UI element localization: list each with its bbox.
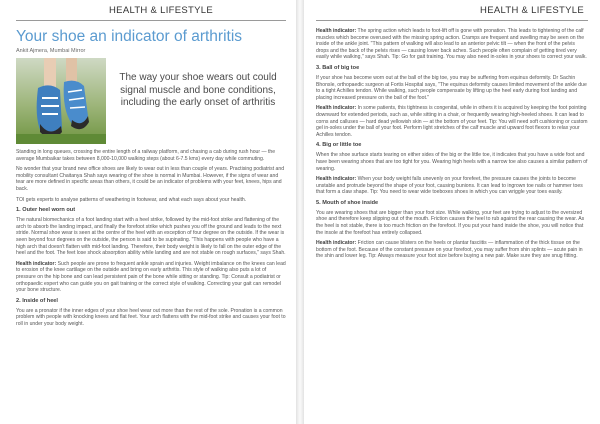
- subhead-mouth-of-shoe: 5. Mouth of shoe inside: [316, 199, 379, 206]
- pull-quote: The way your shoe wears out could signal muscle and bone conditions, including the early onset of arthritis: [119, 72, 277, 108]
- right-page: [304, 0, 600, 424]
- health-indicator-paragraph: [316, 28, 588, 61]
- health-indicator-label: Health indicator:: [316, 105, 357, 112]
- article-headline: Your shoe an indicator of arthritis: [16, 28, 243, 45]
- health-indicator-paragraph: [316, 176, 588, 196]
- health-indicator-label: Health indicator:: [316, 240, 357, 247]
- subhead-ball-of-big-toe: 3. Ball of big toe: [316, 64, 360, 71]
- body-paragraph: When the shoe surface starts tearing on either sides of the big or the little toe, it indicates that you have a wide foot and have been wearing shoes that are too tight for you. Wearing high heels with a narrow toe also causes a similar pattern of wearing.: [316, 152, 588, 172]
- health-indicator-paragraph: [316, 240, 588, 260]
- health-indicator-label: Health indicator:: [316, 176, 357, 183]
- health-indicator-text: In some patients, this tightness is congenital, while in others it is acquired by keeping the foot pointing downward for extended periods, such as, while sitting in a chair, or frequently wearing high-heeled shoes. It can lead to corns and calluses — hard dead yellowish skin — at the bottom of your feet. Tip: You will need soft cushioning or custom gel in-soles under the ball of your foot. Perform light stretches of the calf muscle and upward foot flexors to relax your Achilles tendon.: [316, 105, 588, 138]
- running-head-right: HEALTH & LIFESTYLE: [316, 0, 588, 21]
- health-indicator-text: The spring action which leads to foot-lift off is gone with pronation. This leads to tightening of the calf muscles which become overused with the missing spring action. Cramps are frequent and swelling may be seen on the inside of the ankle joint. "This pattern of walking will also lead to an anterior pelvic tilt — when the front of the pelvis drops and the back of the pelvis rises — causing lower back aches. Such people often complain of getting tired very easily while walking," says Shah. Tip: Go for gait training. You may also need in-soles in your shoes to correct your walk.: [316, 28, 587, 61]
- subhead-outer-heel: 1. Outer heel worn out: [16, 207, 76, 214]
- health-indicator-label: Health indicator:: [316, 28, 357, 34]
- body-column-right: [316, 21, 588, 260]
- left-page: [0, 0, 296, 424]
- health-indicator-text: Such people are prone to frequent ankle sprain and injuries. Weight imbalance on the knees can lead to erosion of the knee cartilage on the outside and bring on early arthritis. This style of walking also puts a lot of pressure on the hip bone and can lead persistent pain of the bone while sitting or standing. Tip: Consult a podiatrist or orthopaedic expert who can guide you on gait training or the correct style of walking. Correcting your gait can remodel your bone structure.: [16, 260, 286, 294]
- lead-block: [16, 58, 286, 144]
- subhead-big-or-little-toe: 4. Big or little toe: [316, 142, 362, 149]
- running-shoes-photo: [16, 58, 106, 144]
- page-gutter: [296, 0, 304, 424]
- intro-paragraph: TOI gets experts to analyse patterns of weathering in footwear, and what each says about your health.: [16, 196, 247, 203]
- byline: Ankit Ajmera, Mumbai Mirror: [16, 48, 86, 54]
- health-indicator-paragraph: [316, 105, 588, 138]
- running-head-left: HEALTH & LIFESTYLE: [16, 0, 286, 21]
- intro-paragraph: No wonder that your brand new office shoes are likely to wear out in less than couple of years. Practising podiatrist and mobility consultant Chaitanya Shah says wearing of the shoe is normal in Mumbai. However, if the signs of wear and tear are more defined in specific areas than others, it could be an indicator of problems with your feet, knees, hips and back.: [16, 166, 285, 192]
- health-indicator-label: Health indicator:: [16, 260, 57, 267]
- intro-paragraph: Standing in long queues, crossing the entire length of a railway platform, and chasing a cab during rush hour — the average Mumbaikar takes between 8,000-10,000 walking steps (about 6-7.5 kms) every day while commuting.: [16, 149, 276, 162]
- health-indicator-text: When your body weight falls unevenly on your forefeet, the pressure causes the joints to become unstable and protrude beyond the shape of your foot, causing bunions. It can lead to ingrown toe nails or hammer toes that form a claw shape. Tip: You need to wear wide toeboxes shoes in which you can wriggle your toes easily.: [316, 176, 583, 196]
- subhead-inside-heel: 2. Inside of heel: [16, 297, 58, 304]
- health-indicator-paragraph: [16, 261, 286, 294]
- health-indicator-text: Friction can cause blisters on the heels or plantar fasciitis — inflammation of the thick tissue on the bottom of the foot. Because of the constant pressure on your forefoot, you may suffer from shin splints — acute pain in the shin and lower leg. Tip: Always measure your foot size before buying a new pair. Make sure they are snug fitting.: [316, 240, 583, 260]
- body-paragraph: If your shoe has become worn out at the ball of the big toe, you may be suffering from equinus deformity. Dr Sachin Bhonsle, orthopaedic surgeon at Fortis Hospital says, "The equinus deformity causes limited movement of the ankle due to a tight Achilles tendon. While walking, such people compensate by lifting up the heel early during foot landing and placing increased pressure on the ball of the foot.": [316, 74, 587, 101]
- body-paragraph: The natural biomechanics of a foot landing start with a heel strike, followed by the mid-foot strike and flattening of the arch to absorb the landing impact, and finally the forefoot strike which pushes you off the ground and leads to the next stride. Normal shoe wear is seen at the centre of the heel with an exception of four degree on the outside. If the wear is seen beyond four degrees on the outside, the person is said to be supinating. "This happens with people who have a high arch that doesn't flatten with mid-foot landing. Therefore, their body weight is likely to fall on the outer edge of the heel and the foot. The feet lose shock absorption ability while landing and are not stable on rough surfaces," says Shah.: [16, 217, 286, 257]
- body-paragraph: You are a pronator if the inner edges of your shoe heel wear out more than the rest of the sole. Pronation is a common problem with people with knocking knees and flat feet. Your arch flattens with the mid-foot strike and causes your foot to roll in under your body weight.: [16, 307, 286, 327]
- body-paragraph: You are wearing shoes that are bigger than your foot size. While walking, your feet are trying to adjust to the oversized shoe and therefore keep slipping out of the mouth. Friction causes the heel to rub against the rear causing the wear. As the heel is not stable, there is too much friction on the forefoot. If you put your hand inside the shoe, you will notice that the insole at the forefoot has entirely collapsed.: [316, 209, 585, 236]
